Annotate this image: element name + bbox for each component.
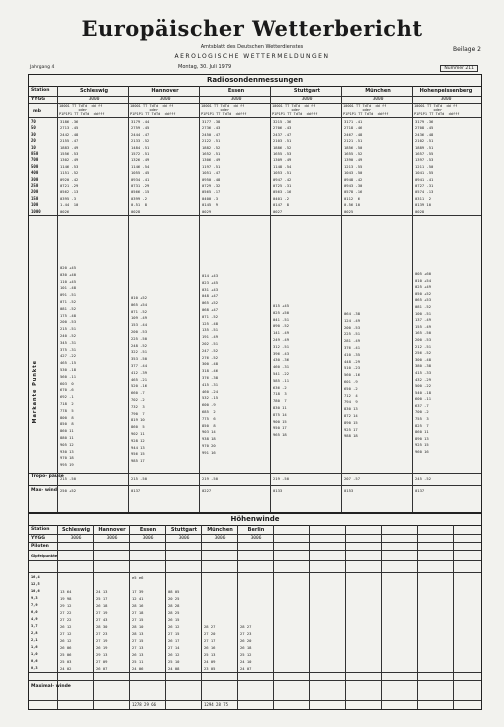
station-name-2: Stuttgart	[170, 527, 198, 533]
mb-level: 10	[31, 144, 36, 150]
tropopause-value: 215 -50	[131, 476, 148, 481]
mb-levels-list	[31, 119, 41, 215]
subtitle-aerologisch: AEROLOGISCHE WETTERMELDUNGEN	[174, 53, 330, 60]
code-header: 10001 TT TdTd dd ff oder P1P1P1 TT TdTd ddfff	[130, 104, 176, 117]
hoehenwinde-table	[28, 513, 482, 710]
mb-level: 250	[31, 183, 39, 189]
yygg-value: 3000	[372, 97, 384, 102]
yygg-value-2: 3006	[250, 536, 262, 541]
mb-level: 50	[31, 125, 36, 131]
markante-column: 020 +45 030 +40 110 +45 101 -48 091 -51 071 -52 081 -52 175 -48 200 -53 215 -51 240 -52 345 -31 375 -31 427 -22 465 -15 530 -18 560 -11 603 0 670 -6 692 -1 718 2 778 5 800 8 850 8 860 11 880 11 905 12 930 13 970 18 995 19	[60, 265, 77, 468]
height-level: 7,9	[31, 603, 38, 607]
tropopause-value: 215 -50	[60, 476, 77, 481]
station-name: München	[365, 88, 391, 94]
yygg-value: 3000	[440, 97, 452, 102]
height-levels-list	[31, 574, 40, 672]
section-title-radiosonde: Radiosondenmessungen	[29, 75, 481, 87]
station-name: Stuttgart	[293, 88, 321, 94]
station-name-2: Berlin	[247, 527, 265, 533]
markante-column: 005 +60 010 +54 025 +49 050 +52 065 +53 081 -52 100 -51 137 -49 155 -49 165 -50 200 -53 212 -51 256 -52 300 -48 380 -38 415 -33 432 -29 500 -22 540 -18 600 -11 637 -7 700 -2 755 3 825 7 860 11 890 13 925 15 960 16	[415, 271, 432, 455]
maxwind-value: 0227	[202, 488, 212, 493]
height-level: 2,1	[31, 638, 38, 642]
mb-level: 30	[31, 131, 36, 137]
standard-level-column: 3186 -36 2713 -45 2442 -48 2155 -47 1883 -49 1556 -53 1302 -49 1146 -53 1151 -52 0920 -42 0721 -29 0562 -13 0395 -3 1.44 10 0026	[60, 119, 79, 214]
tropopause-value: 207 -57	[344, 476, 361, 481]
tropopause-value: 245 -52	[415, 476, 432, 481]
station-name-2: Schleswig	[61, 527, 91, 533]
yygg-value: 3000	[301, 97, 313, 102]
mb-level: 20	[31, 138, 36, 144]
wind-column: 28 27 27 20 27 17 26 16 25 13 24 09 23 05	[204, 624, 216, 671]
tropopause-label: Tropo- pause	[31, 474, 64, 479]
yygg-label-2: YYGG	[31, 536, 45, 541]
height-level: 2,8	[31, 631, 38, 635]
issue-date: Montag, 30. Juli 1979	[178, 64, 232, 70]
station-name-2: Hannover	[98, 527, 126, 533]
mb-level: 1000	[31, 208, 41, 214]
bottom-value: 1278 29 66	[132, 702, 157, 707]
height-level: 1,6	[31, 645, 38, 649]
maxwind-value: 250 +52	[60, 488, 77, 493]
radiosonde-table	[28, 74, 482, 513]
piloten-label: Piloten	[31, 544, 49, 549]
code-header: 10001 TT TdTd dd ff oder P1P1P1 TT TdTd ddfff	[272, 104, 318, 117]
yygg-value-2: 3006	[178, 536, 190, 541]
maxwind-value: 0153	[344, 488, 354, 493]
code-header: 10001 TT TdTd dd ff oder P1P1P1 TT TdTd ddfff	[201, 104, 247, 117]
markante-column: 015 +45 025 +50 041 -51 090 -52 141 -49 249 -49 312 -51 396 -43 430 -36 460 -31 541 -22 585 -11 636 -2 718 3 780 7 830 11 875 14 900 15 950 17 965 18	[273, 303, 290, 438]
mb-level: 400	[31, 170, 39, 176]
mb-level: 850	[31, 151, 39, 157]
maxwind-value: 0137	[415, 488, 425, 493]
station-name-2: München	[207, 527, 233, 533]
height-level: 0,3	[31, 666, 38, 670]
yygg-value: 3000	[88, 97, 100, 102]
mb-level: 70	[31, 119, 36, 124]
standard-level-column: 3171 -41 2718 -46 2467 -48 2121 -51 1856 -50 1655 -52 1390 -49 1213 -55 1043 -50 0948 -42 0943 -30 0578 -16 0112 6 0.56 10 0025	[344, 119, 363, 214]
height-level: 3,7	[31, 624, 38, 628]
markante-column: 014 +43 023 +45 031 +43 048 +47 065 +52 068 +47 071 -52 125 -48 135 -51 191 -49 202 -51 247 -52 276 -52 300 -48 318 -46 376 -38 415 -31 460 -24 532 -15 600 -9 685 2 775 6 850 8 903 14 938 18 970 20 991 16	[202, 273, 219, 455]
page-title: Europäischer Wetterbericht	[81, 16, 423, 41]
beilage-label: Beilage 2	[452, 46, 481, 53]
issue-number: Nummer 211	[440, 65, 478, 72]
maximalwinde-label: Maximal- winde	[31, 684, 71, 689]
subtitle-amtsblatt: Amtsblatt des Deutschen Wetterdienstes	[200, 44, 304, 50]
station-name-2: Essen	[139, 527, 157, 533]
jahrgang: Jahrgang 4	[30, 65, 55, 70]
gipfelpunkte-label: Gipfelpunkte	[31, 554, 58, 558]
markante-punkte-label: Markante Punkte	[32, 360, 38, 424]
maxwind-value: 0137	[131, 488, 141, 493]
station-label-2: Station	[31, 527, 50, 532]
info-bar	[28, 63, 480, 73]
height-level: 6,0	[31, 610, 38, 614]
wind-column: 28 27 27 23 26 20 26 18 25 12 24 10 24 07	[240, 624, 252, 671]
mb-level: 100	[31, 202, 39, 208]
height-level: 9,3	[31, 596, 38, 600]
yygg-value-2: 3006	[214, 536, 226, 541]
yygg-value-2: 3006	[142, 536, 154, 541]
markante-column: 064 -38 124 -49 200 -53 225 -51 281 -49 376 -41 410 -35 448 -29 510 -23 560 -16 601 -9 650 -2 712 4 794 9 830 13 872 14 890 15 925 17 988 18	[344, 311, 361, 439]
mb-level: 150	[31, 195, 39, 201]
tropopause-value: 219 -50	[202, 476, 219, 481]
wind-column: 24 13 25 17 26 18 27 19 27 43 28 30 27 23 27 19 26 19 29 13 27 09 26 07	[96, 589, 108, 671]
wind-column: e5 e6 17 39 12 41 28 16 27 18 27 15 28 10 28 13 27 15 27 13 26 13 25 11 24 06	[132, 575, 144, 671]
tropopause-value: 219 -50	[273, 476, 290, 481]
markante-column: 010 +52 065 +54 071 -52 109 -49 153 -44 200 -53 225 -50 248 -52 322 -51 353 -50 377 -44 412 -39 465 -21 520 -16 660 -7 702 -2 732 3 790 7 819 10 860 5 902 11 928 12 944 13 956 15 985 17	[131, 295, 148, 464]
wind-column: 13 64 19 98 29 12 27 22 27 22 26 12 27 12 26 12 26 06 25 06 25 03 24 02	[60, 589, 72, 671]
code-header: 10001 TT TdTd dd ff oder P1P1P1 TT TdTd ddfff	[343, 104, 389, 117]
height-level: 10,6	[31, 589, 40, 593]
height-level: 4,9	[31, 617, 38, 621]
mb-label: mb	[33, 109, 41, 114]
yygg-value: 3000	[159, 97, 171, 102]
station-name: Hannover	[151, 88, 179, 94]
height-level: 16,4	[31, 575, 40, 579]
wind-column: 08 05 20 25 28 28 28 25 26 15 26 12 27 15 26 17 27 14 26 12 25 10 24 08	[168, 589, 180, 671]
station-name: Essen	[227, 88, 245, 94]
station-name: Hohenpeissenberg	[419, 88, 473, 94]
code-header: 10001 TT TdTd dd ff oder P1P1P1 TT TdTd ddfff	[59, 104, 105, 117]
height-level: 1,0	[31, 652, 38, 656]
maxwind-value: 0133	[273, 488, 283, 493]
yygg-label: YYGG	[31, 97, 45, 102]
yygg-value: 3000	[230, 97, 242, 102]
standard-level-column: 3177 -38 2736 -43 2450 -47 2122 -51 1882 -52 1652 -51 1306 -49 1197 -51 1051 -47 0950 -48 0729 -32 0565 -17 0400 -3 0145 9 0029	[202, 119, 221, 214]
code-header: 10001 TT TdTd dd ff oder P1P1P1 TT TdTd ddfff	[414, 104, 460, 117]
station-name: Schleswig	[79, 88, 109, 94]
height-level: 0,6	[31, 659, 38, 663]
mb-level: 700	[31, 157, 39, 163]
yygg-value-2: 3006	[106, 536, 118, 541]
station-label: Station	[31, 88, 50, 93]
standard-level-column: 3215 -36 2706 -43 2437 -47 2103 -51 1886 -52 1655 -53 1309 -49 1148 -54 1053 -51 0947 -42 0725 -31 0563 -16 0401 -2 0147 8 0027	[273, 119, 292, 214]
maxwind-label: Max- wind	[31, 488, 57, 493]
section-title-hoehenwinde: Höhenwinde	[29, 514, 481, 526]
bottom-value: 1294 28 75	[204, 702, 229, 707]
mb-level: 200	[31, 189, 39, 195]
mb-level: 300	[31, 176, 39, 182]
mb-level: 500	[31, 163, 39, 169]
yygg-value-2: 3006	[70, 536, 82, 541]
height-level: 12,5	[31, 582, 40, 586]
standard-level-column: 3179 -44 2759 -45 2444 -47 2133 -52 1484 -51 1572 -51 1326 -49 1146 -54 1055 -45 0934 -41 0731 -29 0566 -15 0399 -2 0.51 8 0028	[131, 119, 150, 214]
standard-level-column: 3179 -36 2708 -45 2436 -48 2102 -51 1889 -51 1657 -55 1397 -53 1211 -50 1041 -55 0941 -41 0727 -31 0574 -13 0311 2 0139 10 0028	[415, 119, 434, 214]
